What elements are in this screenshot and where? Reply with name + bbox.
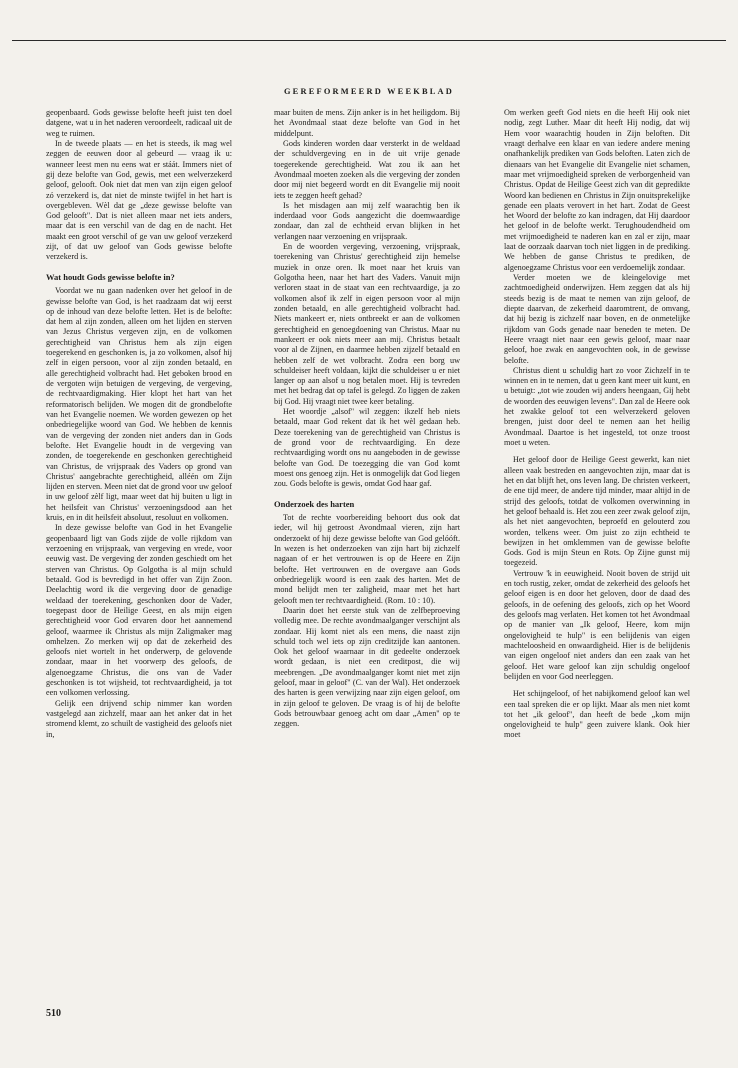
paragraph: Het geloof door de Heilige Geest gewerkt, kan niet alleen vaak bestreden en aangevochten zijn, maar dat is het en dat blijft het, ons leven lang. De christen verkeert, de ene tijd meer, de andere tijd minder, maar altijd in de strijd des geloofs, totdat de volkomen overwinning in het geloof behaald is. Het zou een zeer zwak geloof zijn, als het niet aangevochten, beproefd en gelouterd zou worden, telkens weer. Om juist zo zijn echtheid te bewijzen in het omklemmen van de gewisse belofte Gods. God is mijn Steun en Rots. Op Zijne gunst mij toegezeid. [504,455,690,568]
paragraph: Gelijk een drijvend schip nimmer kan worden vastgelegd aan zichzelf, maar aan het anker dat in het stromend klemt, zo schuilt de vastigheid des geloofs niet in, [46,698,232,739]
paragraph: Verder moeten we de kleingelovige met zachtmoedigheid onderwijzen. Hem zeggen dat als hij steeds bezig is de maat te nemen van zijn geloof, de diepte daarvan, de zekerheid daaromtrent, de omvang, dat hij bezig is zichzelf naar boven, en de onmetelijke rijkdom van Gods genade naar beneden te meten. De Heere vraagt niet naar een gewis geloof, maar naar geloof, hoe zwak en aangevochten ook, in de gewisse belofte. [504,273,690,365]
running-header: GEREFORMEERD WEEKBLAD [283,87,455,96]
paragraph: Voordat we nu gaan nadenken over het geloof in de gewisse belofte van God, is het raadzaam dat wij eerst op de inhoud van deze belofte letten. Het is de belofte: dat hem al zijn zonden, alleen om het lijden en sterven van Jezus Christus vergeven zijn, en de volkomen gerechtigheid van Christus hem als zijn eigen toegerekend en geschonken is, ja zo volkomen, alsof hij zelf in eigen persoon, voor al zijn zonden betaald, en alle gerechtigheid volbracht had. Het geboken brood en de vergoten wijn betuigen de vergeving, de vergeving, de rechtvaardigmaking. Hier klopt het hart van het reformatorisch belijden. We mogen dit de grondbelofte van het Evangelie noemen. We worden gewezen op het onbedriegelijke woord van God. We hebben de kennis van de vergeving der zonden niet anders dan in Gods belofte. Het Evangelie houdt in de vergeving van zonden, de toegerekende en geschonken gerechtigheid van Christus, de vrijspraak des Vaders op grond van Christus' aangebrachte gerechtigheid, alléén om Zijn lijden en sterven. Meen niet dat de grond voor uw geloof in uw geloof zèlf ligt, maar weet dat hij buiten u ligt in het heilsfeit van Christus' verzoeningsdood aan het kruis, en in dit heilsfeit absoluut, resoluut en volkomen. [46,286,232,523]
paragraph: Het schijngeloof, of het nabijkomend geloof kan wel een taal spreken die er op lijkt. Maar als men niet komt tot het „ik geloof", dan heeft de bede „kom mijn ongelovigheid te hulp" geen zuivere klank. Ook hier moet [504,689,690,740]
paragraph: Het woordje „alsof" wil zeggen: ikzelf heb niets betaald, maar God rekent dat ik het wèl gedaan heb. Deze toerekening van de gerechtigheid van Christus is de grond voor de rechtvaardiging. En deze rechtvaardiging wordt ons nu aangeboden in de gewisse belofte van God. De toezegging die van God komt moest ons genoeg zijn. Het is onmogelijk dat God liegen zou. Gods belofte is gewis, omdat God haar gaf. [274,407,460,489]
section-heading: Wat houdt Gods gewisse belofte in? [46,271,175,282]
column-2 [274,108,460,730]
column-1 [46,108,232,740]
paragraph: In de tweede plaats — en het is steeds, ik mag wel zeggen de eeuwen door al gebeurd — vraag ik u: wanneer leest men nu eens wat er stáát. Immers niet of gij deze belofte van God, gewis, met een welverzekerd geloof, gelooft. Ook niet dat men van zijn eigen geloof zó verzekerd is, dat niet de minste twijfel in het hart is overgebleven. Wèl dat ge „deze gewisse belofte van God gelooft". Dat is niet alleen maar net iets anders, maar dat is een verschil van de dag en de nacht. Het maakt een groot verschil of ge van uw geloof verzekerd zijt, of dat uw geloof van Gods gewisse belofte verzekerd is. [46,138,232,262]
paragraph: geopenbaard. Gods gewisse belofte heeft juist ten doel datgene, wat u in het naderen veroordeelt, radicaal uit de weg te ruimen. [46,108,232,138]
paragraph: Daarin doet het eerste stuk van de zelfbeproeving volledig mee. De rechte avondmaalganger verschijnt als zondaar. Hij komt niet als een mens, die naast zijn schuld toch wel iets op zijn creditzijde kan aantonen. Ook het geloof waarnaar in dit gedeelte onderzoek wordt gedaan, is niet een creditpost, die wij meebrengen. „De avondmaalganger komt niet met zijn geloof, maar in geloof" (C. van der Wal). Het onderzoek des harten is geen verwijzing naar zijn eigen geloof, om in zijn geloof te geloven. De vraag is of hij de belofte Gods betrouwbaar genoeg acht om daar „Amen" op te zeggen. [274,605,460,729]
paragraph: maar buiten de mens. Zijn anker is in het heiligdom. Bij het Avondmaal staat deze belofte van God in het middelpunt. [274,108,460,138]
section-heading: Onderzoek des harten [274,498,355,509]
page-number: 510 [46,1008,61,1019]
paragraph: En de woorden vergeving, verzoening, vrijspraak, toerekening van Christus' gerechtigheid zijn hemelse muziek in onze oren. Ik moet naar het kruis van Golgotha heen, naar het hart des Vaders. Vanuit mijn verloren staat in de staat van een rechtvaardige, ja zo volkomen alsof ik zelf in eigen persoon voor al mijn zonden betaald, en alle gerechtigheid volbracht had. Niets mankeert er, niets ontbreekt er aan de volkomen gerechtigheid en genoegdoening van Christus. Maar nu mankeert er ook niets meer aan mij. Christus betaalt voor al de Zijnen, en daarmee hebben zijzelf betaald en hebben zelf de wet volbracht. Zodra een borg uw schuldeiser heeft voldaan, kijkt die schuldeiser u er niet langer op aan alsof u nog betalen moet. Hij is tevreden met het bedrag dat op tafel is gelegd. Zo liggen de zaken bij God. Hij vraagt niet twee keer betaling. [274,242,460,406]
top-rule [12,40,726,41]
column-3 [504,108,690,741]
paragraph: Is het misdagen aan mij zelf waarachtig ben ik inderdaad voor Gods aangezicht die doemwaardige zondaar, dan zal de echtheid ervan blijken in het verlangen naar verzoening en vrijspraak. [274,200,460,241]
paragraph: Vertrouw 'k in eeuwigheid. Nooit boven de strijd uit en toch rustig, zeker, omdat de zekerheid des geloofs het geloof eigen is en door het geloven, door de daad des geloofs, in de oefening des geloofs, zich op het Woord des geloofs mag verlaten. Het komen tot het Avondmaal op de manier van „Ik geloof, Heere, kom mijn ongelovigheid te hulp" is een belijdenis van eigen machteloosheid en onwaardigheid. Hier is de belijdenis van eigen ongeloof niet anders dan een zaak van het geloof. Het ware geloof kan zijn schuldig ongeloof belijden en voor God neerleggen. [504,568,690,681]
paragraph: In deze gewisse belofte van God in het Evangelie geopenbaard ligt van Gods zijde de volle rijkdom van verzoening en vrijspraak, van vergeving en vrede, voor eeuwig vast. De vergeving der zonden geschiedt om het sterven van Christus. Op Golgotha is al mijn schuld betaald. God is bevredigd in het offer van Zijn Zoon. Deelachtig word ik die vergeving door de genadige weldaad der toerekening, geschonken door de Vader, toegepast door de Heilige Geest, en als mijn eigen gerechtigheid voor God ervaren door het aannemend geloof, waarmee ik Christus als mijn Zaligmaker mag omhelzen. Zo merken wij op dat de zekerheid des geloofs niet wortelt in het onderwerp, de gelovende zondaar, maar in het voorwerp des geloofs, de algenoegzame Christus, die ons van de Vader geschonken is tot wijsheid, tot rechtvaardigheid, ja tot een volkomen verlossing. [46,523,232,698]
paragraph: Om werken geeft God niets en die heeft Hij ook niet nodig, zegt Luther. Maar dit heeft Hij nodig, dat wij Hem voor waarachtig houden in Zijn beloften. Dit vraagt derhalve een klaar en van iedere andere mening onafhankelijk prediken van Gods beloften. Laten zich de dienaars van het Evangelie dit Evangelie niet schamen, maar met vrijmoedigheid spreken de verborgenheid van Christus. Opdat de Heilige Geest zich van dit gepredikte Woord kan bedienen en Christus in Zijn onuitsprekelijke genade een plaats verovert in het hart. Zodat de Geest het Woord der belofte zo kan indragen, dat Hij daardoor het geloof in de belofte werkt. Terughoudendheid om met vrijmoedigheid te naderen kan en zal er zijn, maar laat de oorzaak daarvan toch niet liggen in de prediking. We hebben de ganse Christus te prediken, de algenoegzame Christus voor een verdoemelijk zondaar. [504,108,690,272]
paragraph: Tot de rechte voorbereiding behoort dus ook dat ieder, wil hij getroost Avondmaal vieren, zijn hart onderzoekt of hij deze gewisse belofte van God gelóóft. In wezen is het onderzoeken van zijn hart bij zichzelf nagaan of er het vertrouwen is op de Heere en Zijn belofte. Het vertrouwen en de overgave aan Gods onbedriegelijk woord is een zaak des harten. Met de mond belijdt men ter zaligheid, maar met het hart gelooft men ter rechtvaardigheid. (Rom. 10 : 10). [274,513,460,605]
paragraph: Christus dient u schuldig hart zo voor Zichzelf in te winnen en in te nemen, dat u geen kant meer uit kunt, en u betuigt: „tot wie zouden wij anders heengaan, Gij hebt de woorden des eeuwigen levens". Dan zal de Heere ook het zwakke geloof tot een welverzekerd geloven brengen, juist door deel te nemen aan het heilig Avondmaal. Daartoe is het ingesteld, tot onze troost moet u weten. [504,365,690,447]
paragraph: Gods kinderen worden daar versterkt in de weldaad der schuldvergeving en in de uit vrije genade toegerekende gerechtigheid. Wat zou ik aan het Avondmaal moeten zoeken als die vergeving der zonden door mij niet begeerd wordt en dit Evangelie mij nooit iets te zeggen heeft gehad? [274,138,460,200]
